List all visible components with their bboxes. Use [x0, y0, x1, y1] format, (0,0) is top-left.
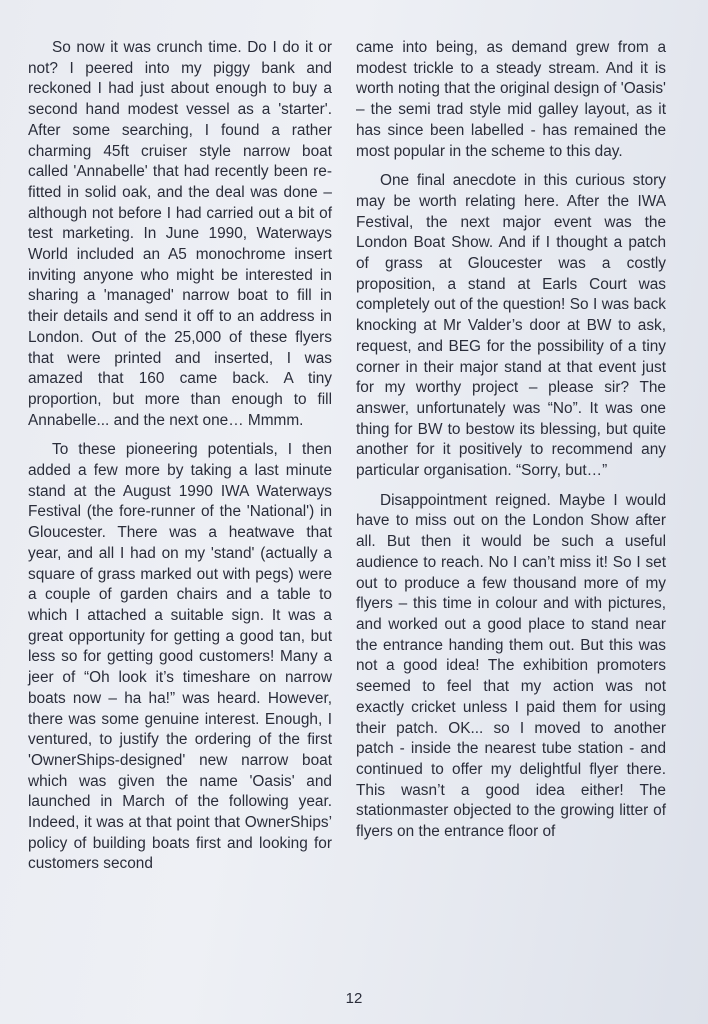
page-number: 12: [345, 990, 363, 1007]
paragraph-pioneering-potentials: To these pioneering potentials, I then added a few more by taking a last minute stand at the August 1990 IWA Waterways Festival (the fore-runner of the 'National') in Gloucester. There was a heatwave that year, and all I had on my 'stand' (actually a square of grass marked out with pegs) were a couple of garden chairs and a table to which I attached a suitable sign. It was a great opportunity for getting a good tan, but less so for getting good customers! Many a jeer of “Oh look it’s timeshare on narrow boats now – ha ha!” was heard. However, there was some genuine interest. Enough, I ventured, to justify the ordering of the first 'OwnerShips-designed' new narrow boat which was given the name 'Oasis' and launched in March of the following year. Indeed, it was at that point that OwnerShips’ policy of building boats first and looking for customers second: [28, 441, 332, 873]
paragraph-final-anecdote: One final anecdote in this curious story may be worth relating here. After the IWA Festival, the next major event was the London Boat Show. And if I thought a patch of grass at Gloucester was a costly proposition, a stand at Earls Court was completely out of the question! So I was back knocking at Mr Valder’s door at BW to ask, request, and BEG for the possibility of a tiny corner in their major stand at that event just for my worthy project – please sir? The answer, unfortunately was “No”. It was one thing for BW to bestow its blessing, but quite another for it positively to recommend any particular organisation. “Sorry, but…”: [356, 172, 666, 480]
paragraph-crunch-time: So now it was crunch time. Do I do it or not? I peered into my piggy bank and reckoned I had just about enough to buy a second hand modest vessel as a 'starter'. After some searching, I found a rather charming 45ft cruiser style narrow boat called 'Annabelle' that had recently been re-fitted in solid oak, and the deal was done – although not before I had carried out a bit of test marketing. In June 1990, Waterways World included an A5 monochrome insert inviting anyone who might be interested in sharing a 'managed' narrow boat to fill in their details and send it off to an address in London. Out of the 25,000 of these flyers that were printed and inserted, I was amazed that 160 came back. A tiny proportion, but more than enough to fill Annabelle... and the next one… Mmmm.: [28, 39, 332, 429]
paragraph-disappointment: Disappointment reigned. Maybe I would have to miss out on the London Show after all. But then it would be such a useful audience to reach. No I can’t miss it! So I set out to produce a few thousand more of my flyers – this time in colour and with pictures, and worked out a good place to stand near the entrance handing them out. But this was not a good idea! The exhibition promoters seemed to feel that my action was not exactly cricket unless I paid them for using their patch. OK... so I moved to another patch - inside the nearest tube station - and continued to offer my delightful flyer there. This wasn’t a good idea either! The stationmaster objected to the growing litter of flyers on the entrance floor of: [356, 491, 666, 841]
left-column: [28, 38, 332, 884]
right-column: [356, 38, 666, 852]
paragraph-continuation: came into being, as demand grew from a modest trickle to a steady stream. And it is worth noting that the original design of 'Oasis' – the semi trad style mid galley layout, as it has since been labelled - has remained the most popular in the scheme to this day.: [356, 39, 666, 160]
